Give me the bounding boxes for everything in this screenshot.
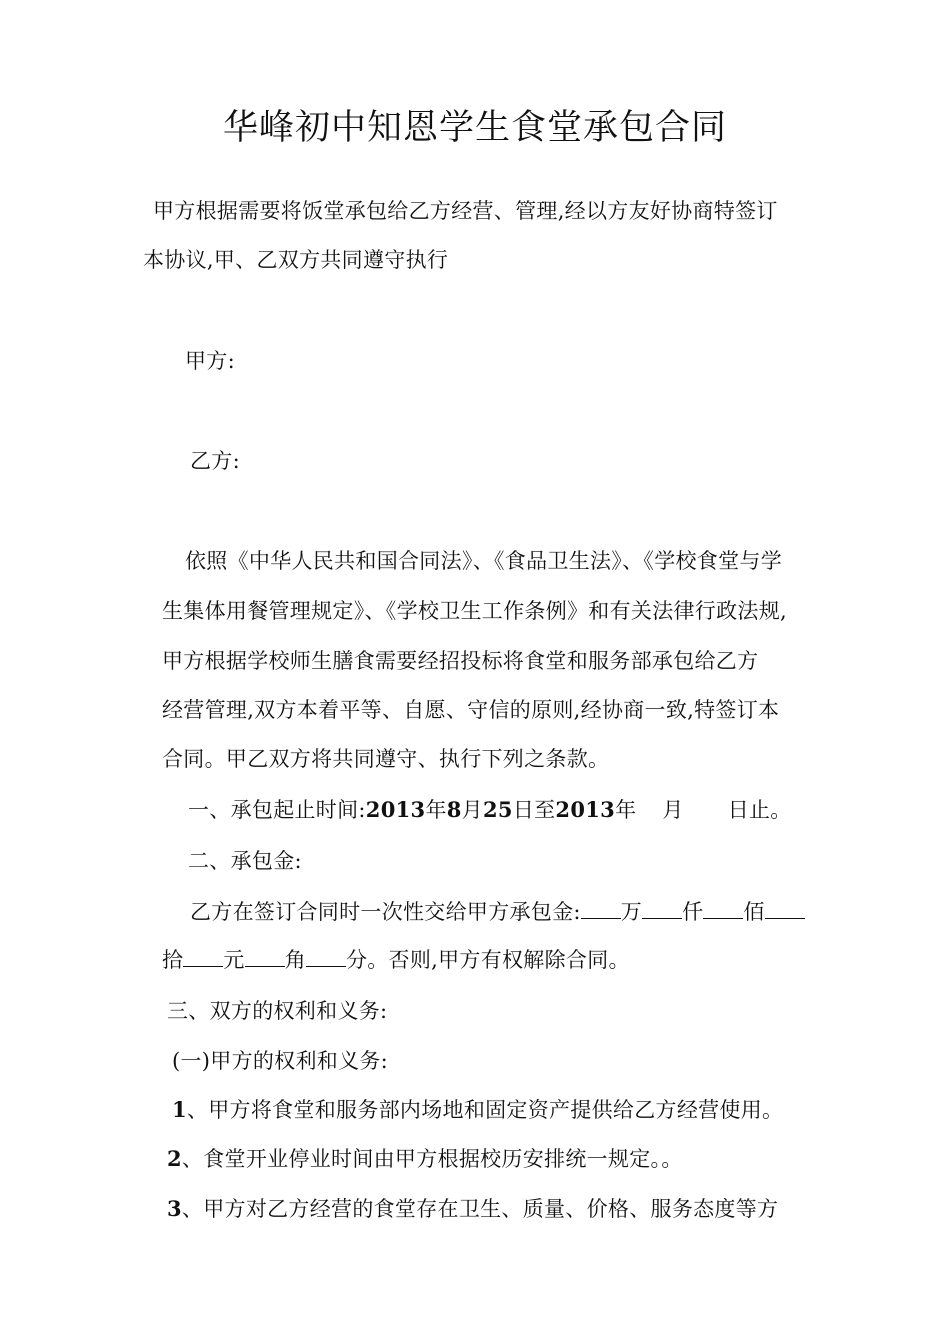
preamble-line-4: 经营管理,双方本着平等、自愿、守信的原则,经协商一致,特签订本 — [162, 698, 780, 722]
section-1-prefix: 一、承包起止时间: — [188, 798, 366, 822]
section-3-sub-1: (一)甲方的权利和义务: — [172, 1049, 389, 1073]
section-2-line-2 — [162, 946, 630, 974]
fee-blank — [642, 900, 682, 919]
unit-bai: 佰 — [743, 900, 765, 924]
page-title: 华峰初中知恩学生食堂承包合同 — [222, 108, 727, 148]
start-day: 25 — [482, 797, 513, 822]
item-text: 、甲方将食堂和服务部内场地和固定资产提供给乙方经营使用。 — [186, 1098, 784, 1122]
unit-shi: 拾 — [162, 948, 184, 972]
end-text: 日止。 — [727, 798, 792, 822]
year-char: 年 — [425, 798, 447, 822]
list-item — [167, 1195, 778, 1223]
unit-yuan: 元 — [223, 948, 245, 972]
unit-jiao: 角 — [284, 948, 306, 972]
start-month: 8 — [446, 797, 462, 822]
party-a-label: 甲方: — [185, 349, 235, 373]
section-1-term — [188, 796, 792, 824]
to-text: 日至 — [512, 798, 556, 822]
start-year: 2013 — [365, 797, 426, 822]
unit-qian: 仟 — [682, 900, 704, 924]
party-b-label: 乙方: — [190, 449, 240, 473]
fee-blank — [245, 948, 285, 967]
intro-line-1: 甲方根据需要将饭堂承包给乙方经营、管理,经以方友好协商特签订 — [153, 199, 778, 223]
fee-blank — [306, 948, 346, 967]
end-year: 2013 — [555, 797, 616, 822]
unit-wan: 万 — [620, 900, 643, 924]
preamble-line-1: 依照《中华人民共和国合同法》、《食品卫生法》、《学校食堂与学 — [185, 549, 782, 573]
item-number: 2 — [167, 1146, 182, 1171]
fee-blank — [183, 948, 223, 967]
item-text: 、甲方对乙方经营的食堂存在卫生、质量、价格、服务态度等方 — [181, 1197, 779, 1221]
fee-blank — [581, 900, 621, 919]
section-2-line-1 — [190, 898, 805, 926]
preamble-line-3: 甲方根据学校师生膳食需要经招投标将食堂和服务部承包给乙方 — [162, 649, 759, 673]
end-year-char: 年 — [615, 798, 637, 822]
section-3-heading: 三、双方的权利和义务: — [167, 999, 388, 1023]
preamble-line-5: 合同。甲乙双方将共同遵守、执行下列之条款。 — [162, 747, 610, 771]
preamble-line-2: 生集体用餐管理规定》、《学校卫生工作条例》和有关法律行政法规, — [162, 599, 787, 623]
unit-fen-tail: 分。否则,甲方有权解除合同。 — [345, 948, 630, 972]
list-item — [172, 1096, 783, 1124]
section-2-heading: 二、承包金: — [188, 849, 302, 873]
item-number: 1 — [172, 1097, 187, 1122]
fee-blank — [765, 900, 805, 919]
fee-prefix: 乙方在签订合同时一次性交给甲方承包金: — [190, 900, 581, 924]
list-item — [167, 1145, 683, 1173]
fee-blank — [703, 900, 743, 919]
item-number: 3 — [167, 1196, 182, 1221]
item-text: 、食堂开业停业时间由甲方根据校历安排统一规定。。 — [181, 1147, 683, 1171]
month-char: 月 — [461, 798, 483, 822]
intro-line-2: 本协议,甲、乙双方共同遵守执行 — [143, 248, 449, 272]
end-month-char: 月 — [662, 798, 684, 822]
